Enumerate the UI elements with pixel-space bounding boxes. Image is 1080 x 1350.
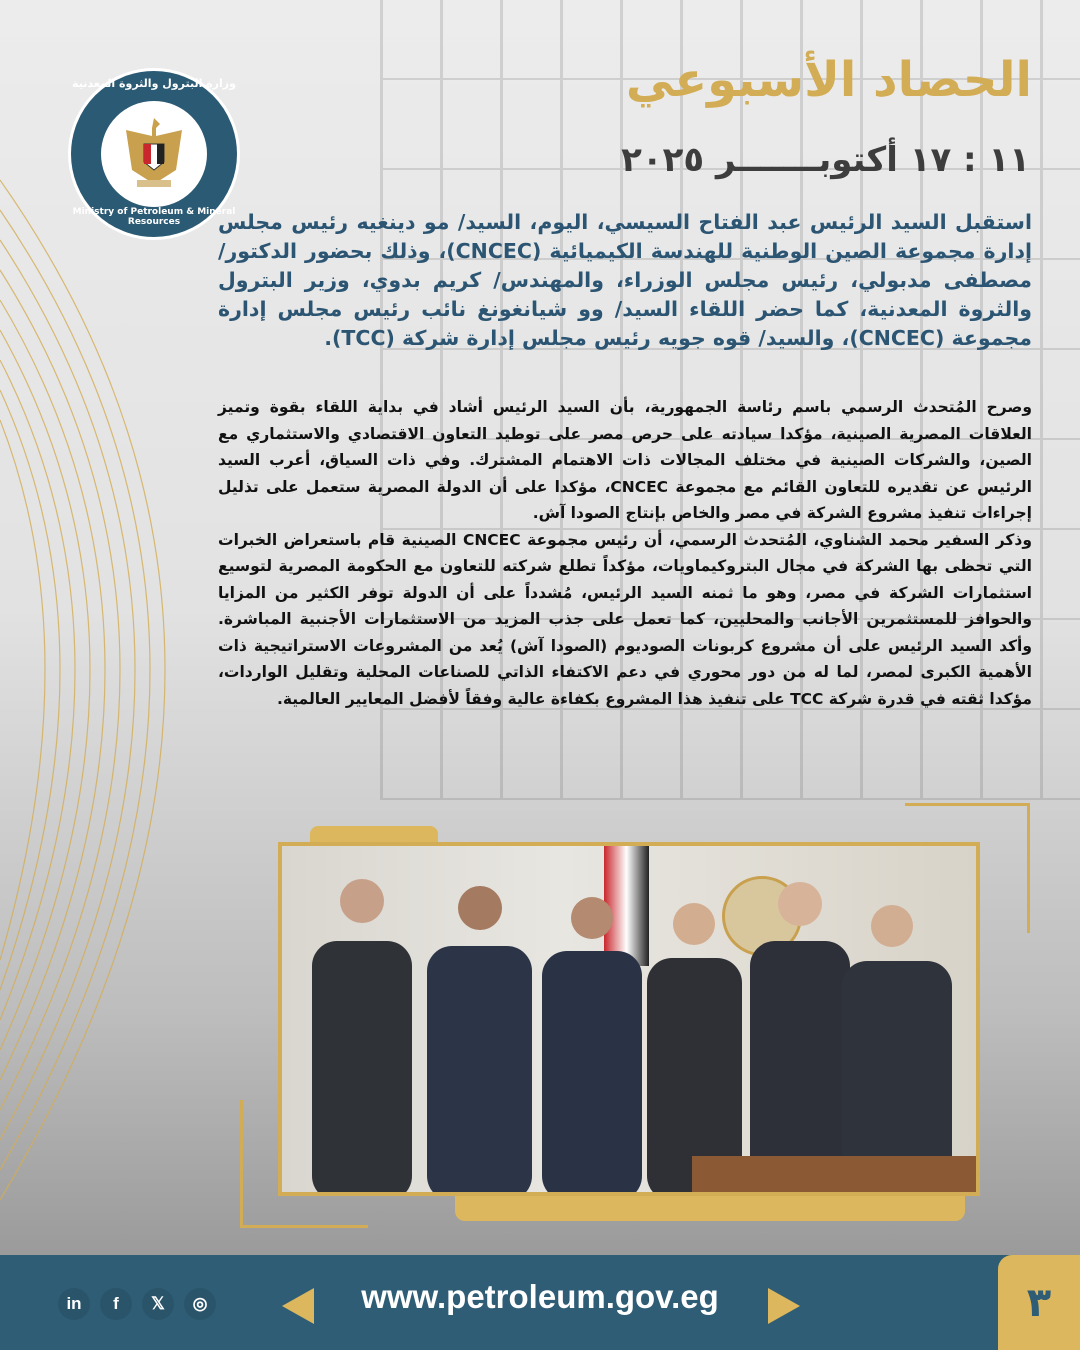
linkedin-icon[interactable]: in bbox=[58, 1288, 90, 1320]
next-arrow-icon[interactable] bbox=[768, 1288, 800, 1324]
body-text bbox=[218, 394, 1032, 712]
body-paragraph: وصرح المُتحدث الرسمي باسم رئاسة الجمهورية، بأن السيد الرئيس أشاد في بداية اللقاء بقوة وتميز العلاقات المصرية الصينية، مؤكدا سيادته على حرص مصر على توطيد التعاون الاقتصادي والاستثماري مع الصين، والشركات الصينية في مختلف المجالات ذات الاهتمام المشترك. وفي ذات السياق، أعرب السيد الرئيس عن تقديره للتعاون القائم مع مجموعة CNCEC، مؤكدا على أن الدولة المصرية ستعمل على تذليل إجراءات تنفيذ مشروع الشركة في مصر والخاص بإنتاج الصودا آش. bbox=[218, 398, 1032, 522]
website-link[interactable]: www.petroleum.gov.eg bbox=[361, 1278, 719, 1315]
social-links bbox=[58, 1288, 216, 1320]
facebook-icon[interactable]: f bbox=[100, 1288, 132, 1320]
intro-paragraph: استقبل السيد الرئيس عبد الفتاح السيسي، اليوم، السيد/ مو دينغيه رئيس مجلس إدارة مجموعة الصين الوطنية للهندسة الكيميائية (CNCEC)، وذلك بحضور الدكتور/ مصطفى مدبولي، رئيس مجلس الوزراء، والمهندس/ كريم بدوي، وزير البترول والثروة المعدنية، كما حضر اللقاء السيد/ وو شيانغونغ نائب رئيس مجلس إدارة مجموعة (CNCEC)، والسيد/ قوه جويه رئيس مجلس إدارة شركة (TCC). bbox=[218, 210, 1032, 350]
date: ١١ : ١٧ أكتوبـــــــر ٢٠٢٥ bbox=[621, 140, 1030, 180]
x-twitter-icon[interactable]: 𝕏 bbox=[142, 1288, 174, 1320]
ministry-logo bbox=[68, 68, 240, 240]
meeting-photo bbox=[278, 842, 980, 1196]
instagram-icon[interactable]: ◎ bbox=[184, 1288, 216, 1320]
previous-arrow-icon[interactable] bbox=[282, 1288, 314, 1324]
page-title: الحصاد الأسبوعي bbox=[625, 52, 1032, 108]
body-paragraph: وذكر السفير محمد الشناوي، المُتحدث الرسمي، أن رئيس مجموعة CNCEC الصينية قام باستعراض الخبرات التي تحظى بها الشركة في مجال البتروكيماويات، مؤكداً تطلع شركته للتعاون مع الحكومة المصرية لتوسيع استثمارات الشركة في مصر، وهو ما ثمنه السيد الرئيس، مُشدداً على أن الدولة توفر الكثير من المزايا والحوافز للمستثمرين الأجانب والمحليين، كما تعمل على جذب المزيد من الاستثمارات الأجنبية المباشرة. وأكد السيد الرئيس على أن مشروع كربونات الصوديوم (الصودا آش) يُعد من المشروعات الاستراتيجية ذات الأهمية الكبرى لمصر، لما له من دور محوري في دعم الاكتفاء الذاتي للصناعات المحلية وتقليل الواردات، مؤكدا ثقته في قدرة شركة TCC على تنفيذ هذا المشروع بكفاءة عالية وفقاً لأفضل المعايير العالمية. bbox=[218, 530, 1032, 708]
people-group bbox=[282, 846, 980, 1196]
logo-english-text: Ministry of Petroleum & Mineral Resources bbox=[72, 207, 236, 227]
logo-arabic-text: وزارة البترول والثروة المعدنية bbox=[72, 77, 236, 90]
page-number: ٣ bbox=[998, 1255, 1080, 1350]
egypt-eagle-icon bbox=[119, 114, 189, 194]
